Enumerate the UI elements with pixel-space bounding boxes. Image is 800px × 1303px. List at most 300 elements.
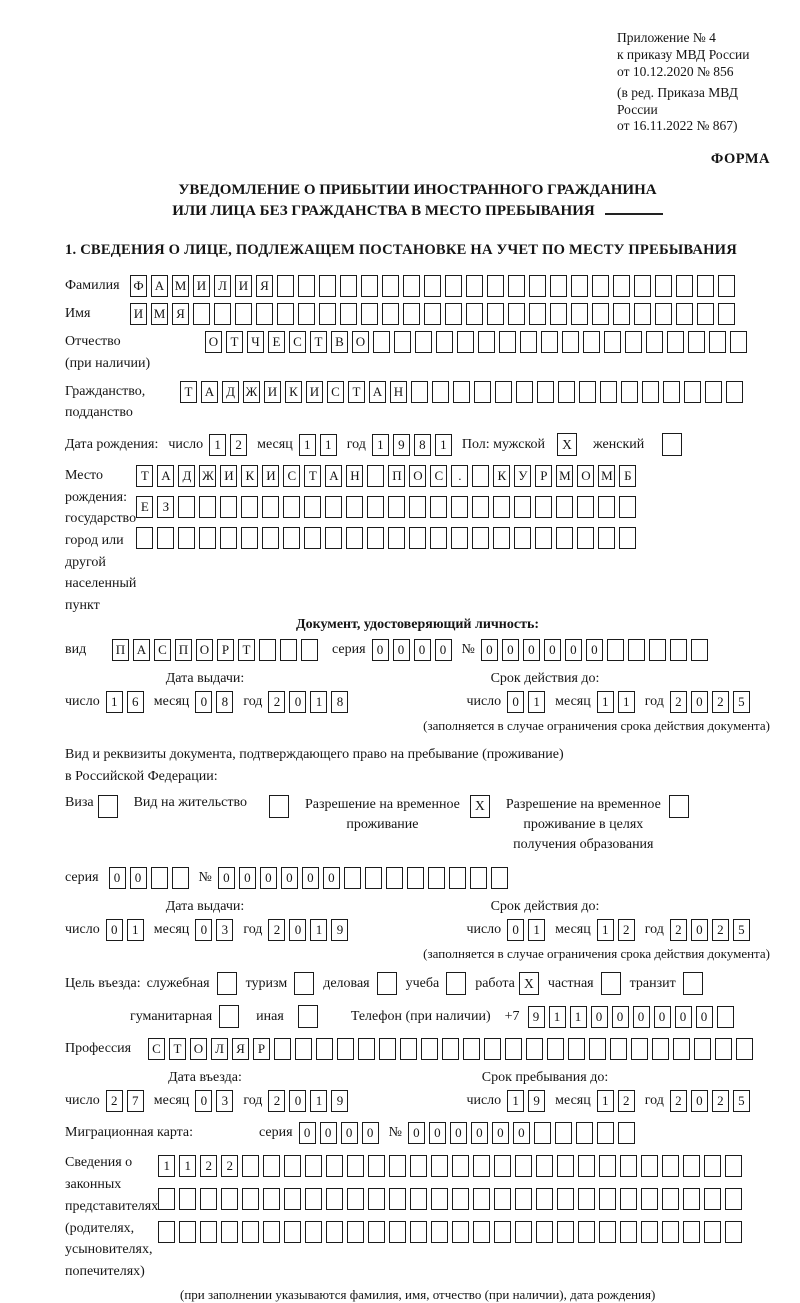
char-cell[interactable]: С	[148, 1038, 165, 1060]
char-cell[interactable]: А	[369, 381, 386, 403]
char-cell[interactable]	[520, 331, 537, 353]
char-cell[interactable]	[403, 303, 420, 325]
char-cell[interactable]: 1	[435, 434, 452, 456]
char-cell[interactable]	[421, 1038, 438, 1060]
char-cell[interactable]	[361, 275, 378, 297]
checkbox-visa[interactable]	[98, 795, 118, 818]
char-cell[interactable]	[599, 1188, 616, 1210]
char-cell[interactable]: 0	[502, 639, 519, 661]
char-cell[interactable]	[473, 1188, 490, 1210]
char-cell[interactable]	[193, 303, 210, 325]
char-cell[interactable]	[536, 1155, 553, 1177]
char-cell[interactable]: Е	[268, 331, 285, 353]
char-cell[interactable]	[466, 303, 483, 325]
char-cell[interactable]: 0	[612, 1006, 629, 1028]
char-cell[interactable]: А	[133, 639, 150, 661]
char-cell[interactable]	[368, 1221, 385, 1243]
char-cell[interactable]	[655, 303, 672, 325]
char-cell[interactable]	[667, 331, 684, 353]
char-cell[interactable]	[515, 1188, 532, 1210]
char-cell[interactable]	[625, 331, 642, 353]
char-cell[interactable]: 5	[733, 919, 750, 941]
char-cell[interactable]	[514, 527, 531, 549]
char-cell[interactable]: 2	[618, 1090, 635, 1112]
char-cell[interactable]	[301, 639, 318, 661]
char-cell[interactable]	[487, 303, 504, 325]
char-cell[interactable]: Я	[232, 1038, 249, 1060]
char-cell[interactable]	[725, 1155, 742, 1177]
char-cell[interactable]	[325, 527, 342, 549]
char-cell[interactable]	[199, 527, 216, 549]
char-cell[interactable]: 0	[289, 691, 306, 713]
char-cell[interactable]: Е	[136, 496, 153, 518]
char-cell[interactable]	[424, 275, 441, 297]
char-cell[interactable]	[283, 527, 300, 549]
char-cell[interactable]	[451, 527, 468, 549]
char-cell[interactable]	[534, 1122, 551, 1144]
char-cell[interactable]	[365, 867, 382, 889]
char-cell[interactable]	[516, 381, 533, 403]
char-cell[interactable]: 2	[221, 1155, 238, 1177]
char-cell[interactable]: 0	[299, 1122, 316, 1144]
char-cell[interactable]	[536, 1221, 553, 1243]
char-cell[interactable]	[577, 527, 594, 549]
char-cell[interactable]	[220, 496, 237, 518]
char-cell[interactable]: 0	[323, 867, 340, 889]
char-cell[interactable]: И	[193, 275, 210, 297]
char-cell[interactable]: 9	[331, 1090, 348, 1112]
char-cell[interactable]: 9	[331, 919, 348, 941]
char-cell[interactable]: Т	[238, 639, 255, 661]
char-cell[interactable]	[526, 1038, 543, 1060]
char-cell[interactable]	[256, 303, 273, 325]
char-cell[interactable]	[394, 331, 411, 353]
char-cell[interactable]	[508, 303, 525, 325]
char-cell[interactable]	[179, 1221, 196, 1243]
char-cell[interactable]: 1	[618, 691, 635, 713]
char-cell[interactable]: А	[157, 465, 174, 487]
char-cell[interactable]	[316, 1038, 333, 1060]
char-cell[interactable]: Т	[180, 381, 197, 403]
char-cell[interactable]	[241, 527, 258, 549]
char-cell[interactable]	[453, 381, 470, 403]
char-cell[interactable]	[592, 303, 609, 325]
char-cell[interactable]	[550, 275, 567, 297]
char-cell[interactable]	[389, 1188, 406, 1210]
char-cell[interactable]: 1	[597, 919, 614, 941]
char-cell[interactable]	[604, 331, 621, 353]
char-cell[interactable]	[298, 275, 315, 297]
char-cell[interactable]: Я	[172, 303, 189, 325]
char-cell[interactable]	[221, 1188, 238, 1210]
char-cell[interactable]: М	[151, 303, 168, 325]
char-cell[interactable]	[431, 1221, 448, 1243]
char-cell[interactable]	[641, 1188, 658, 1210]
char-cell[interactable]: Я	[256, 275, 273, 297]
char-cell[interactable]	[472, 496, 489, 518]
char-cell[interactable]: 0	[691, 691, 708, 713]
char-cell[interactable]	[277, 303, 294, 325]
char-cell[interactable]	[361, 303, 378, 325]
char-cell[interactable]: О	[409, 465, 426, 487]
char-cell[interactable]: 1	[597, 1090, 614, 1112]
char-cell[interactable]: С	[327, 381, 344, 403]
char-cell[interactable]	[284, 1188, 301, 1210]
char-cell[interactable]	[556, 527, 573, 549]
char-cell[interactable]	[367, 527, 384, 549]
char-cell[interactable]	[389, 1155, 406, 1177]
char-cell[interactable]	[445, 275, 462, 297]
char-cell[interactable]	[347, 1221, 364, 1243]
char-cell[interactable]	[576, 1122, 593, 1144]
char-cell[interactable]	[442, 1038, 459, 1060]
char-cell[interactable]: 0	[586, 639, 603, 661]
char-cell[interactable]: 0	[408, 1122, 425, 1144]
char-cell[interactable]: 1	[106, 691, 123, 713]
char-cell[interactable]	[284, 1155, 301, 1177]
char-cell[interactable]: 1	[549, 1006, 566, 1028]
char-cell[interactable]	[382, 303, 399, 325]
char-cell[interactable]	[179, 1188, 196, 1210]
char-cell[interactable]	[411, 381, 428, 403]
char-cell[interactable]	[547, 1038, 564, 1060]
char-cell[interactable]	[697, 303, 714, 325]
char-cell[interactable]	[326, 1188, 343, 1210]
char-cell[interactable]	[578, 1221, 595, 1243]
char-cell[interactable]	[346, 496, 363, 518]
char-cell[interactable]: 0	[696, 1006, 713, 1028]
char-cell[interactable]	[388, 527, 405, 549]
char-cell[interactable]	[484, 1038, 501, 1060]
char-cell[interactable]	[642, 381, 659, 403]
char-cell[interactable]	[220, 527, 237, 549]
char-cell[interactable]	[704, 1155, 721, 1177]
char-cell[interactable]	[274, 1038, 291, 1060]
char-cell[interactable]: С	[430, 465, 447, 487]
char-cell[interactable]: 0	[429, 1122, 446, 1144]
char-cell[interactable]	[663, 381, 680, 403]
char-cell[interactable]: 1	[209, 434, 226, 456]
char-cell[interactable]	[725, 1188, 742, 1210]
char-cell[interactable]: 0	[435, 639, 452, 661]
char-cell[interactable]: 0	[281, 867, 298, 889]
char-cell[interactable]	[673, 1038, 690, 1060]
char-cell[interactable]: А	[151, 275, 168, 297]
char-cell[interactable]	[214, 303, 231, 325]
char-cell[interactable]: 5	[733, 691, 750, 713]
char-cell[interactable]: Р	[253, 1038, 270, 1060]
char-cell[interactable]: 1	[310, 1090, 327, 1112]
char-cell[interactable]	[598, 496, 615, 518]
char-cell[interactable]: 0	[565, 639, 582, 661]
char-cell[interactable]	[494, 1221, 511, 1243]
char-cell[interactable]: И	[235, 275, 252, 297]
char-cell[interactable]: 0	[675, 1006, 692, 1028]
char-cell[interactable]	[610, 1038, 627, 1060]
char-cell[interactable]	[304, 496, 321, 518]
char-cell[interactable]	[415, 331, 432, 353]
char-cell[interactable]	[557, 1155, 574, 1177]
char-cell[interactable]	[494, 1155, 511, 1177]
char-cell[interactable]	[200, 1188, 217, 1210]
char-cell[interactable]: Т	[304, 465, 321, 487]
char-cell[interactable]: 2	[670, 691, 687, 713]
char-cell[interactable]: .	[451, 465, 468, 487]
checkbox-tourism[interactable]	[294, 972, 314, 995]
char-cell[interactable]	[628, 639, 645, 661]
char-cell[interactable]: М	[556, 465, 573, 487]
char-cell[interactable]: О	[196, 639, 213, 661]
char-cell[interactable]: 0	[239, 867, 256, 889]
char-cell[interactable]	[466, 275, 483, 297]
checkbox-temp-residence-education[interactable]	[669, 795, 689, 818]
char-cell[interactable]	[449, 867, 466, 889]
char-cell[interactable]	[368, 1155, 385, 1177]
char-cell[interactable]	[725, 1221, 742, 1243]
char-cell[interactable]	[676, 303, 693, 325]
char-cell[interactable]	[515, 1155, 532, 1177]
char-cell[interactable]	[158, 1221, 175, 1243]
char-cell[interactable]: С	[283, 465, 300, 487]
char-cell[interactable]: 9	[393, 434, 410, 456]
char-cell[interactable]: 2	[712, 691, 729, 713]
char-cell[interactable]	[621, 381, 638, 403]
char-cell[interactable]	[358, 1038, 375, 1060]
checkbox-business[interactable]	[217, 972, 237, 995]
char-cell[interactable]	[562, 331, 579, 353]
char-cell[interactable]: 0	[289, 1090, 306, 1112]
char-cell[interactable]	[199, 496, 216, 518]
char-cell[interactable]	[337, 1038, 354, 1060]
char-cell[interactable]	[495, 381, 512, 403]
char-cell[interactable]: 1	[127, 919, 144, 941]
char-cell[interactable]	[263, 1188, 280, 1210]
char-cell[interactable]	[340, 303, 357, 325]
char-cell[interactable]	[304, 527, 321, 549]
char-cell[interactable]	[478, 331, 495, 353]
char-cell[interactable]	[705, 381, 722, 403]
char-cell[interactable]	[568, 1038, 585, 1060]
char-cell[interactable]	[157, 527, 174, 549]
char-cell[interactable]: 9	[528, 1090, 545, 1112]
char-cell[interactable]: Д	[178, 465, 195, 487]
char-cell[interactable]: 1	[528, 919, 545, 941]
char-cell[interactable]: 0	[481, 639, 498, 661]
char-cell[interactable]	[382, 275, 399, 297]
char-cell[interactable]: 0	[289, 919, 306, 941]
char-cell[interactable]	[136, 527, 153, 549]
char-cell[interactable]	[472, 527, 489, 549]
char-cell[interactable]: 0	[523, 639, 540, 661]
char-cell[interactable]: 8	[216, 691, 233, 713]
char-cell[interactable]: 2	[670, 919, 687, 941]
checkbox-female[interactable]	[662, 433, 682, 456]
char-cell[interactable]	[430, 527, 447, 549]
char-cell[interactable]	[410, 1221, 427, 1243]
char-cell[interactable]	[347, 1188, 364, 1210]
char-cell[interactable]: 1	[570, 1006, 587, 1028]
char-cell[interactable]	[558, 381, 575, 403]
char-cell[interactable]	[718, 303, 735, 325]
char-cell[interactable]	[598, 527, 615, 549]
char-cell[interactable]	[508, 275, 525, 297]
char-cell[interactable]	[536, 1188, 553, 1210]
char-cell[interactable]: 7	[127, 1090, 144, 1112]
char-cell[interactable]	[172, 867, 189, 889]
char-cell[interactable]: П	[112, 639, 129, 661]
char-cell[interactable]	[676, 275, 693, 297]
char-cell[interactable]: Т	[136, 465, 153, 487]
char-cell[interactable]	[305, 1188, 322, 1210]
char-cell[interactable]	[592, 275, 609, 297]
char-cell[interactable]: О	[190, 1038, 207, 1060]
char-cell[interactable]: 5	[733, 1090, 750, 1112]
char-cell[interactable]	[684, 381, 701, 403]
char-cell[interactable]: К	[493, 465, 510, 487]
char-cell[interactable]	[424, 303, 441, 325]
char-cell[interactable]: Л	[214, 275, 231, 297]
char-cell[interactable]: Т	[348, 381, 365, 403]
char-cell[interactable]	[367, 496, 384, 518]
char-cell[interactable]: С	[289, 331, 306, 353]
char-cell[interactable]	[428, 867, 445, 889]
char-cell[interactable]: М	[172, 275, 189, 297]
char-cell[interactable]	[344, 867, 361, 889]
char-cell[interactable]	[452, 1188, 469, 1210]
char-cell[interactable]	[431, 1188, 448, 1210]
char-cell[interactable]	[619, 527, 636, 549]
char-cell[interactable]	[241, 496, 258, 518]
char-cell[interactable]	[736, 1038, 753, 1060]
char-cell[interactable]	[691, 639, 708, 661]
char-cell[interactable]	[589, 1038, 606, 1060]
char-cell[interactable]: 1	[299, 434, 316, 456]
char-cell[interactable]: 0	[130, 867, 147, 889]
char-cell[interactable]	[493, 496, 510, 518]
char-cell[interactable]	[493, 527, 510, 549]
char-cell[interactable]: О	[577, 465, 594, 487]
char-cell[interactable]	[670, 639, 687, 661]
char-cell[interactable]	[346, 527, 363, 549]
char-cell[interactable]	[613, 303, 630, 325]
char-cell[interactable]: А	[325, 465, 342, 487]
char-cell[interactable]	[473, 1155, 490, 1177]
char-cell[interactable]	[634, 275, 651, 297]
char-cell[interactable]	[457, 331, 474, 353]
char-cell[interactable]: О	[352, 331, 369, 353]
char-cell[interactable]	[305, 1155, 322, 1177]
char-cell[interactable]: Т	[226, 331, 243, 353]
char-cell[interactable]: 2	[200, 1155, 217, 1177]
char-cell[interactable]	[599, 1221, 616, 1243]
char-cell[interactable]	[452, 1155, 469, 1177]
char-cell[interactable]: 0	[195, 691, 212, 713]
char-cell[interactable]	[649, 639, 666, 661]
char-cell[interactable]	[283, 496, 300, 518]
char-cell[interactable]	[452, 1221, 469, 1243]
char-cell[interactable]: 2	[712, 919, 729, 941]
char-cell[interactable]	[242, 1221, 259, 1243]
char-cell[interactable]	[529, 275, 546, 297]
char-cell[interactable]	[662, 1155, 679, 1177]
char-cell[interactable]: М	[598, 465, 615, 487]
char-cell[interactable]	[704, 1221, 721, 1243]
char-cell[interactable]	[242, 1188, 259, 1210]
char-cell[interactable]: 0	[591, 1006, 608, 1028]
char-cell[interactable]	[631, 1038, 648, 1060]
char-cell[interactable]	[277, 275, 294, 297]
char-cell[interactable]	[280, 639, 297, 661]
char-cell[interactable]	[662, 1188, 679, 1210]
char-cell[interactable]	[389, 1221, 406, 1243]
char-cell[interactable]: 0	[507, 919, 524, 941]
char-cell[interactable]	[400, 1038, 417, 1060]
char-cell[interactable]: 3	[216, 1090, 233, 1112]
char-cell[interactable]	[709, 331, 726, 353]
char-cell[interactable]: И	[262, 465, 279, 487]
char-cell[interactable]	[379, 1038, 396, 1060]
char-cell[interactable]: Р	[535, 465, 552, 487]
char-cell[interactable]	[556, 496, 573, 518]
char-cell[interactable]: 1	[320, 434, 337, 456]
char-cell[interactable]: 6	[127, 691, 144, 713]
char-cell[interactable]: Б	[619, 465, 636, 487]
char-cell[interactable]	[436, 331, 453, 353]
char-cell[interactable]: 0	[372, 639, 389, 661]
checkbox-work[interactable]: X	[519, 972, 539, 995]
char-cell[interactable]	[388, 496, 405, 518]
checkbox-humanitarian[interactable]	[219, 1005, 239, 1028]
char-cell[interactable]	[410, 1188, 427, 1210]
char-cell[interactable]	[555, 1122, 572, 1144]
char-cell[interactable]	[367, 465, 384, 487]
char-cell[interactable]: 2	[230, 434, 247, 456]
char-cell[interactable]	[600, 381, 617, 403]
char-cell[interactable]	[683, 1155, 700, 1177]
char-cell[interactable]	[491, 867, 508, 889]
char-cell[interactable]	[386, 867, 403, 889]
char-cell[interactable]	[620, 1221, 637, 1243]
char-cell[interactable]: 1	[597, 691, 614, 713]
char-cell[interactable]	[326, 1155, 343, 1177]
char-cell[interactable]: 1	[507, 1090, 524, 1112]
char-cell[interactable]: 0	[109, 867, 126, 889]
checkbox-commercial[interactable]	[377, 972, 397, 995]
char-cell[interactable]: И	[264, 381, 281, 403]
char-cell[interactable]: 0	[654, 1006, 671, 1028]
char-cell[interactable]: 1	[179, 1155, 196, 1177]
char-cell[interactable]	[487, 275, 504, 297]
char-cell[interactable]	[717, 1006, 734, 1028]
char-cell[interactable]: 2	[618, 919, 635, 941]
char-cell[interactable]	[662, 1221, 679, 1243]
char-cell[interactable]: 2	[268, 919, 285, 941]
char-cell[interactable]	[694, 1038, 711, 1060]
char-cell[interactable]	[298, 303, 315, 325]
char-cell[interactable]: 8	[414, 434, 431, 456]
char-cell[interactable]	[557, 1221, 574, 1243]
char-cell[interactable]	[473, 1221, 490, 1243]
char-cell[interactable]	[537, 381, 554, 403]
char-cell[interactable]: Ж	[199, 465, 216, 487]
char-cell[interactable]: 0	[513, 1122, 530, 1144]
char-cell[interactable]	[535, 496, 552, 518]
char-cell[interactable]: Т	[310, 331, 327, 353]
char-cell[interactable]	[494, 1188, 511, 1210]
char-cell[interactable]: 0	[218, 867, 235, 889]
checkbox-male[interactable]: X	[557, 433, 577, 456]
char-cell[interactable]: 3	[216, 919, 233, 941]
